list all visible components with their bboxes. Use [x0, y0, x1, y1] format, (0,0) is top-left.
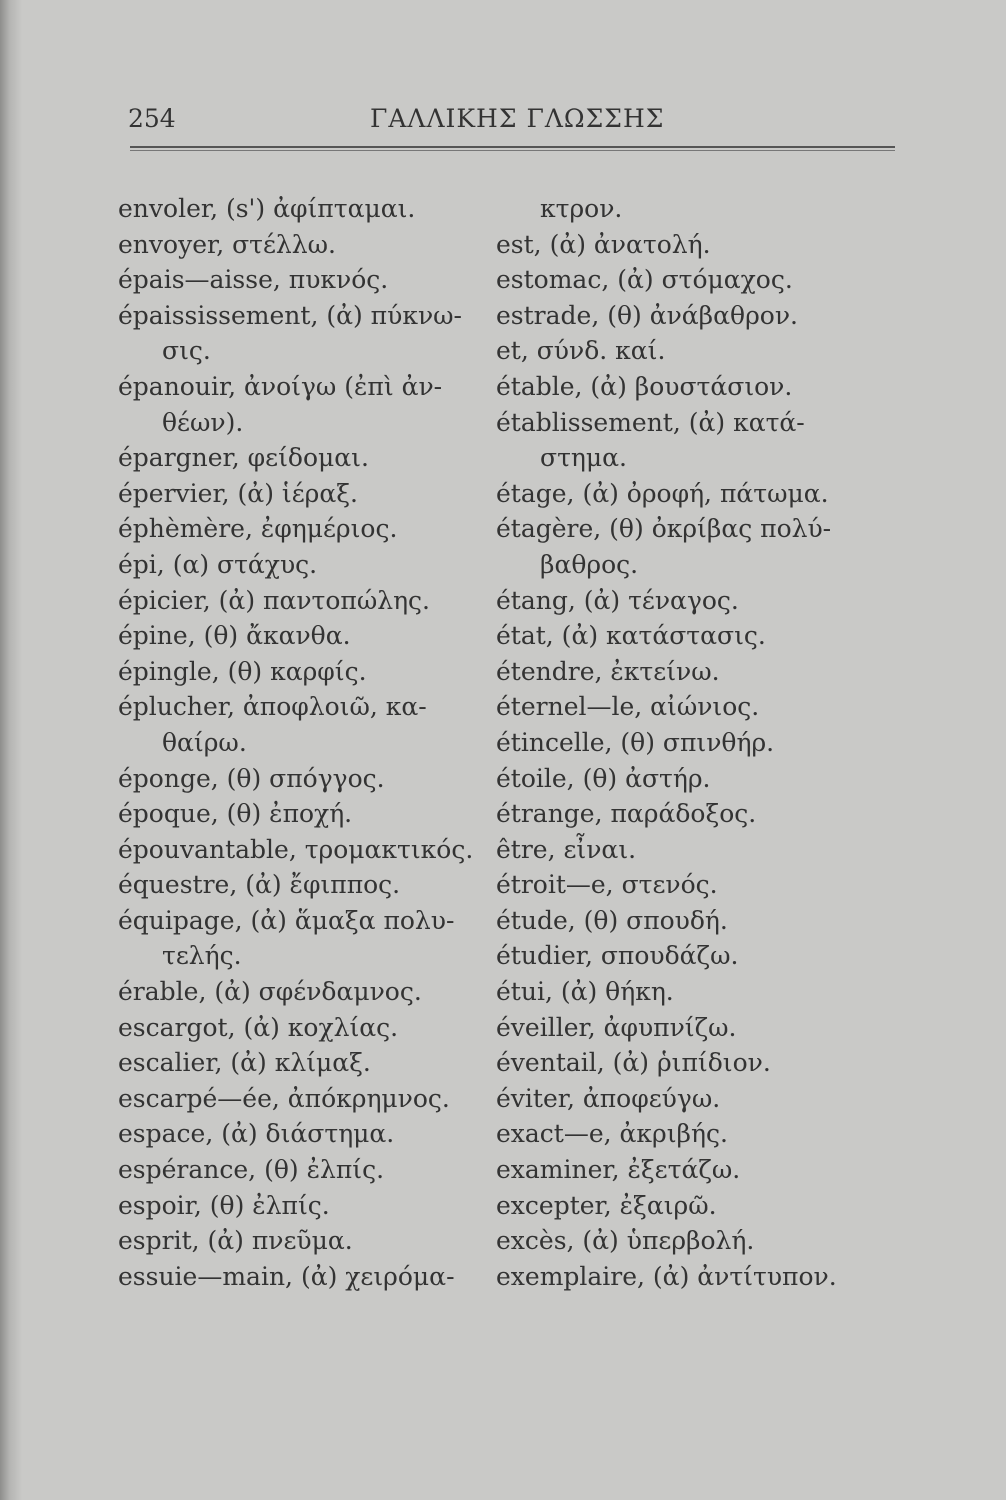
dictionary-entry: envoler, (s') ἀφίπταμαι.	[118, 194, 416, 223]
dictionary-entry: est, (ἀ) ἀνατολή.	[496, 229, 711, 259]
dictionary-entry: épingle, (θ) καρφίς.	[118, 656, 367, 686]
dictionary-entry: excès, (ἀ) ὑπερβολή.	[496, 1226, 755, 1256]
left-column	[118, 191, 490, 1294]
dictionary-entry: épicier, (ἀ) παντοπώλης.	[118, 585, 430, 615]
header-rule-thin	[130, 150, 895, 151]
dictionary-entry: escalier, (ἀ) κλίμαξ.	[118, 1048, 371, 1078]
dictionary-entry: équipage, (ἀ) ἅμαξα πολυ-	[118, 905, 455, 935]
dictionary-entry: épais—aisse, πυκνός.	[118, 265, 389, 295]
dictionary-entry: éplucher, ἀποφλοιῶ, κα-	[118, 692, 427, 722]
dictionary-entry: envoyer, στέλλω.	[118, 229, 336, 259]
dictionary-entry: éventail, (ἀ) ῥιπίδιον.	[496, 1048, 771, 1078]
dictionary-entry: étoile, (θ) ἀστήρ.	[496, 763, 711, 793]
dictionary-entry: établissement, (ἀ) κατά-	[496, 407, 805, 437]
dictionary-entry: être, εἶναι.	[496, 834, 637, 864]
dictionary-entry: σις.	[162, 336, 211, 366]
right-column	[496, 191, 896, 1294]
dictionary-entry: épi, (α) στάχυς.	[118, 549, 318, 579]
dictionary-entry: étudier, σπουδάζω.	[496, 941, 739, 971]
dictionary-entry: et, σύνδ. καί.	[496, 336, 666, 366]
dictionary-entry: épanouir, ἀνοίγω (ἐπὶ ἀν-	[118, 371, 443, 401]
dictionary-entry: excepter, ἐξαιρῶ.	[496, 1190, 717, 1220]
dictionary-entry: θέων).	[162, 407, 244, 437]
dictionary-entry: épargner, φείδομαι.	[118, 443, 369, 473]
dictionary-entry: examiner, ἐξετάζω.	[496, 1155, 741, 1185]
dictionary-entry: étincelle, (θ) σπινθήρ.	[496, 727, 775, 757]
header-rule	[130, 146, 895, 148]
dictionary-entry: exact—e, ἀκριβής.	[496, 1119, 728, 1149]
dictionary-entry: étroit—e, στενός.	[496, 870, 718, 900]
dictionary-entry: époque, (θ) ἐποχή.	[118, 799, 353, 829]
dictionary-entry: θαίρω.	[162, 727, 247, 757]
dictionary-entry: escarpé—ée, ἀπόκρημνος.	[118, 1083, 450, 1113]
dictionary-entry: éveiller, ἀφυπνίζω.	[496, 1012, 737, 1042]
dictionary-entry: escargot, (ἀ) κοχλίας.	[118, 1012, 399, 1042]
dictionary-entry: épervier, (ἀ) ἱέραξ.	[118, 478, 358, 508]
dictionary-entry: espace, (ἀ) διάστημα.	[118, 1119, 395, 1149]
running-head	[128, 104, 893, 144]
dictionary-entry: espoir, (θ) ἐλπίς.	[118, 1190, 330, 1220]
dictionary-entry: τελής.	[162, 941, 242, 971]
dictionary-entry: étage, (ἀ) ὀροφή, πάτωμα.	[496, 478, 829, 508]
dictionary-entry: équestre, (ἀ) ἔφιππος.	[118, 870, 401, 900]
dictionary-entry: στημα.	[540, 443, 627, 473]
dictionary-entry: étrange, παράδοξος.	[496, 799, 757, 829]
dictionary-entry: espérance, (θ) ἐλπίς.	[118, 1155, 385, 1185]
page-title: ΓΑΛΛΙΚΗΣ ΓΛΩΣΣΗΣ	[370, 104, 665, 133]
dictionary-entry: κτρον.	[540, 194, 623, 223]
page-number: 254	[128, 104, 176, 133]
dictionary-entry: esprit, (ἀ) πνεῦμα.	[118, 1226, 353, 1256]
dictionary-entry: étui, (ἀ) θήκη.	[496, 977, 674, 1007]
dictionary-entry: éphèmère, ἐφημέριος.	[118, 514, 398, 544]
dictionary-entry: étable, (ἀ) βουστάσιον.	[496, 371, 793, 401]
page-binding-shadow	[0, 0, 22, 1500]
dictionary-entry: estrade, (θ) ἀνάβαθρον.	[496, 300, 798, 330]
dictionary-entry: éponge, (θ) σπόγγος.	[118, 763, 385, 793]
dictionary-entry: étude, (θ) σπουδή.	[496, 905, 728, 935]
dictionary-entry: étagère, (θ) ὀκρίβας πολύ-	[496, 514, 832, 544]
dictionary-entry: état, (ἀ) κατάστασις.	[496, 621, 766, 651]
dictionary-entry: étang, (ἀ) τέναγος.	[496, 585, 739, 615]
dictionary-entry: épine, (θ) ἄκανθα.	[118, 621, 351, 651]
dictionary-entry: estomac, (ἀ) στόμαχος.	[496, 265, 793, 295]
dictionary-entry: érable, (ἀ) σφένδαμνος.	[118, 977, 422, 1007]
dictionary-entry: éviter, ἀποφεύγω.	[496, 1083, 721, 1113]
dictionary-entry: éternel—le, αἰώνιος.	[496, 692, 760, 722]
dictionary-entry: exemplaire, (ἀ) ἀντίτυπον.	[496, 1261, 837, 1291]
dictionary-entry: épouvantable, τρομακτικός.	[118, 834, 474, 864]
dictionary-entry: essuie—main, (ἀ) χειρόμα-	[118, 1261, 455, 1291]
dictionary-entry: épaississement, (ἀ) πύκνω-	[118, 300, 462, 330]
dictionary-entry: βαθρος.	[540, 549, 639, 579]
dictionary-entry: étendre, ἐκτείνω.	[496, 656, 720, 686]
